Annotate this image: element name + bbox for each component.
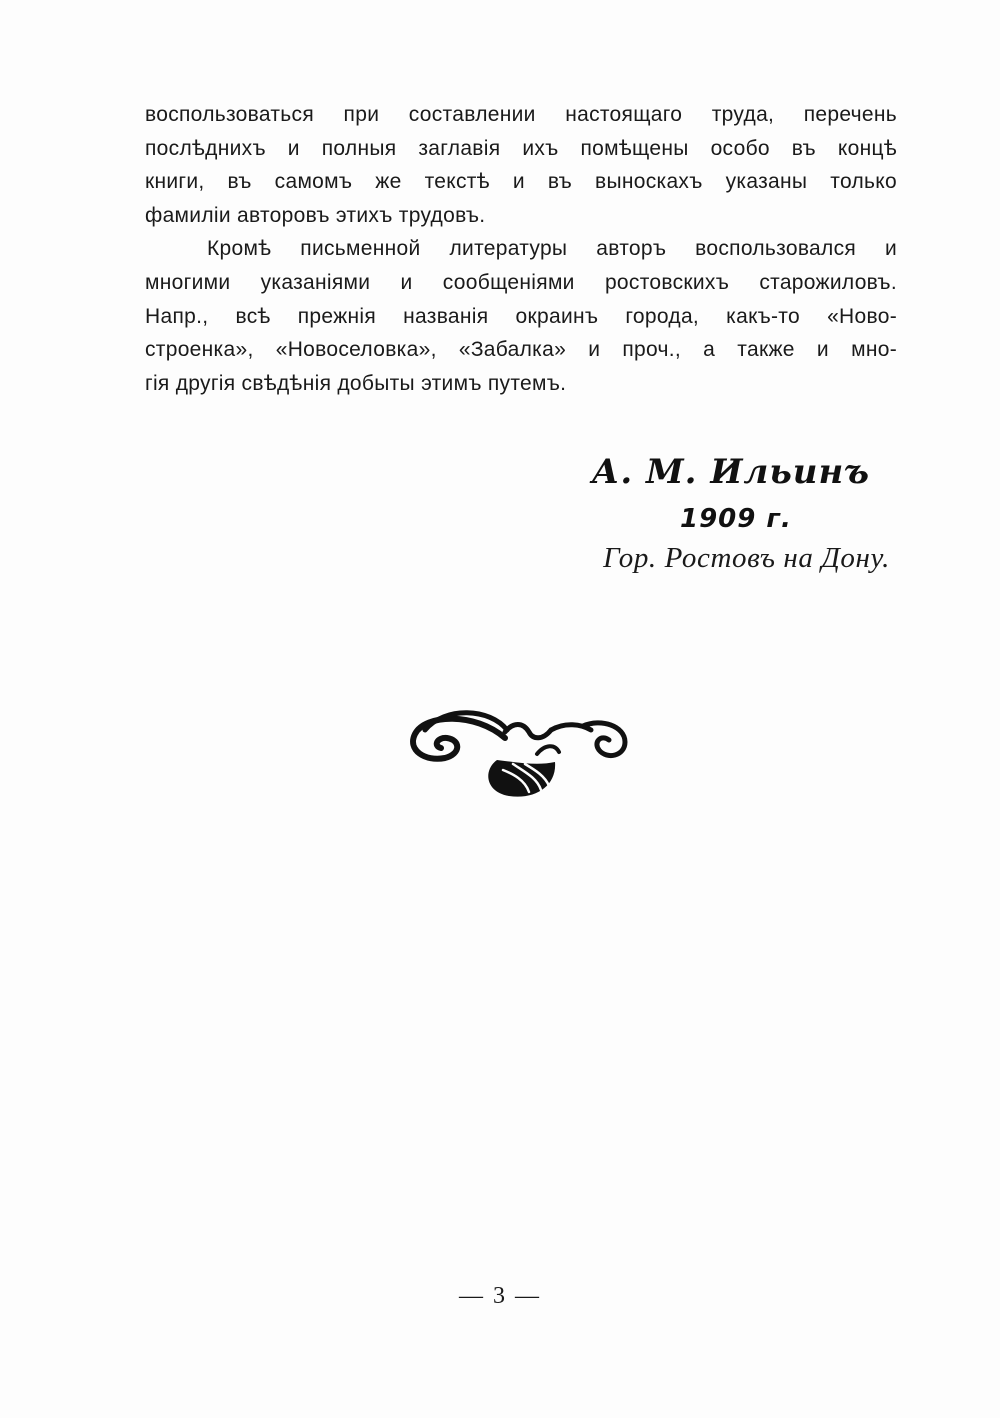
text-line: многими указаніями и сообщеніями ростовскихъ старожиловъ. xyxy=(145,270,897,294)
paragraph-2 xyxy=(145,232,897,400)
text-line: Кромѣ письменной литературы авторъ воспользовался и xyxy=(207,237,897,261)
signature-year: 1909 г. xyxy=(680,504,792,534)
text-line: фамиліи авторовъ этихъ трудовъ. xyxy=(145,203,486,227)
paragraph-1 xyxy=(145,98,897,232)
text-line: гія другія свѣдѣнія добыты этимъ путемъ. xyxy=(145,371,567,395)
text-line: строенка», «Новоселовка», «Забалка» и проч., а также и мно- xyxy=(145,338,897,362)
signature-place: Гор. Ростовъ на Дону. xyxy=(603,542,890,574)
flourish-vignette-icon xyxy=(405,700,635,805)
body-text xyxy=(145,98,897,400)
text-line: Напр., всѣ прежнія названія окраинъ города, какъ-то «Ново- xyxy=(145,304,897,328)
text-line: послѣднихъ и полныя заглавія ихъ помѣщены особо въ концѣ xyxy=(145,136,897,160)
page-number: — 3 — xyxy=(459,1283,541,1309)
text-line: воспользоваться при составлении настоящаго труда, перечень xyxy=(145,103,897,126)
text-line: книги, въ самомъ же текстѣ и въ выноскахъ указаны только xyxy=(145,170,897,194)
author-signature: А. М. Ильинъ xyxy=(591,452,870,492)
